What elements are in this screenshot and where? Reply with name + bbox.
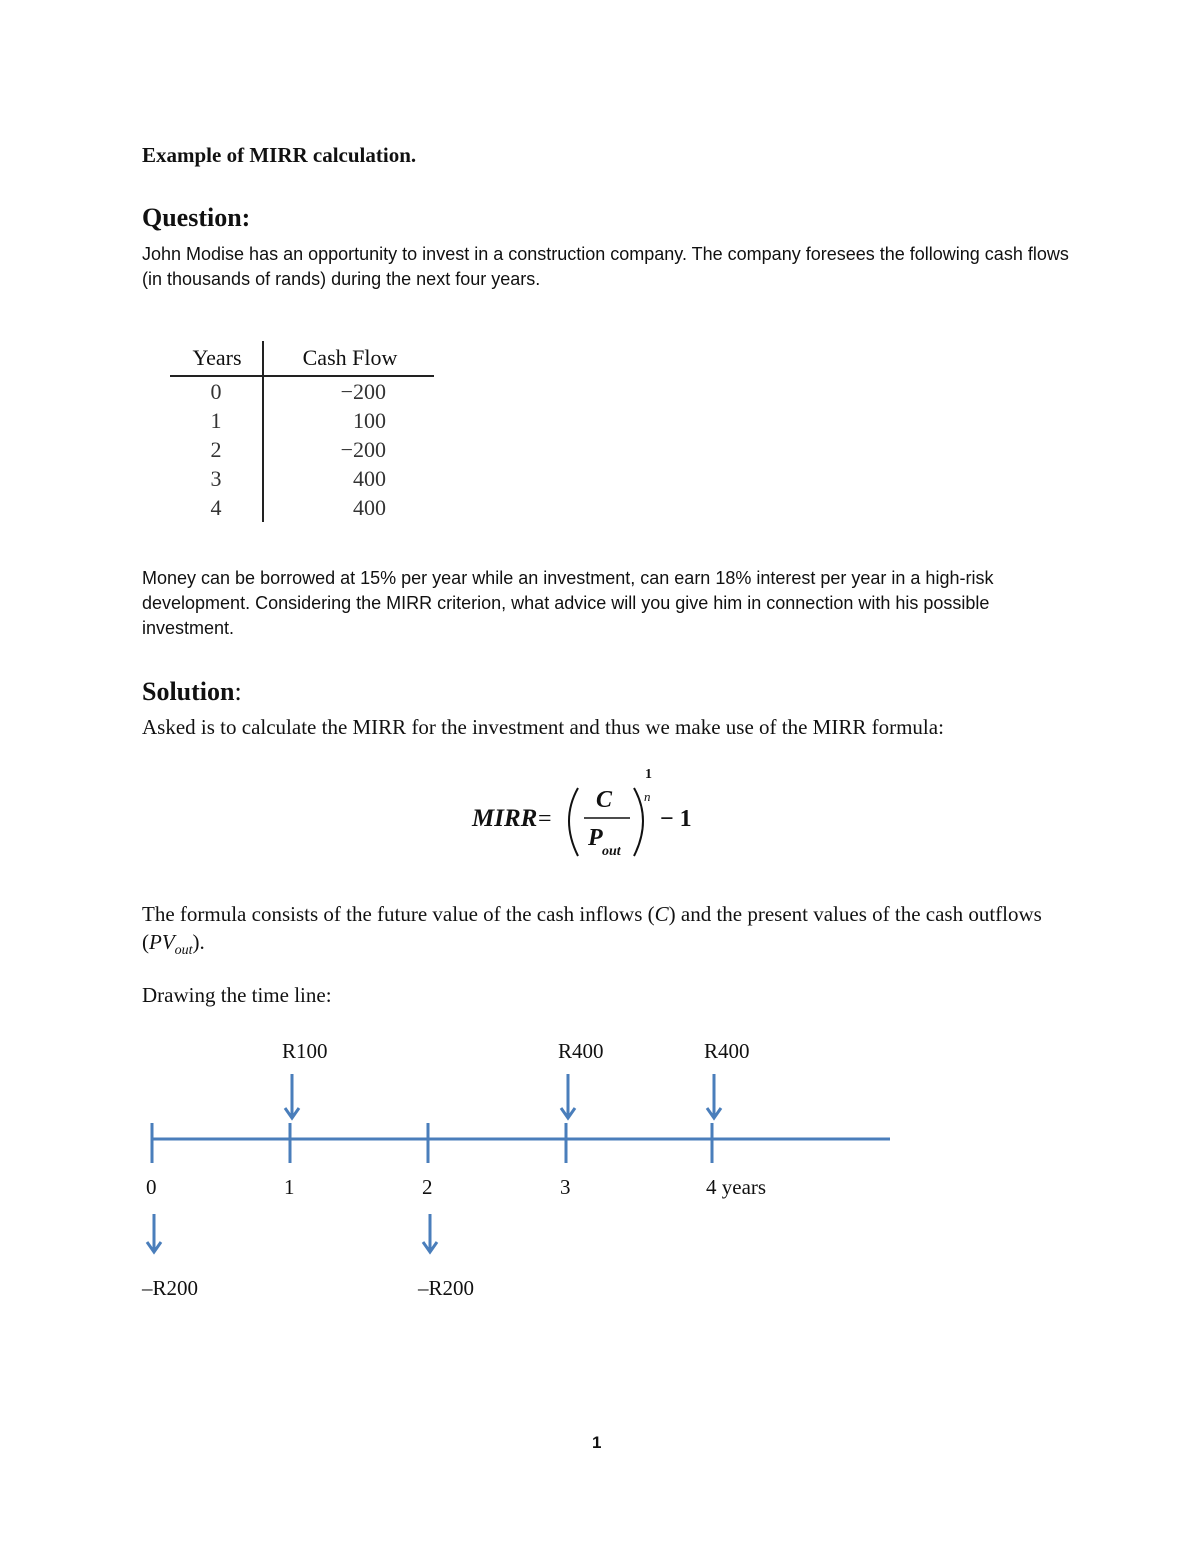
year-cell: 4 <box>170 493 263 522</box>
table-row <box>170 406 434 435</box>
formula-denominator: P <box>588 825 603 851</box>
formula-description-part3: ). <box>192 930 205 954</box>
table-row <box>170 464 434 493</box>
table-row <box>170 376 434 406</box>
mirr-formula <box>460 760 720 870</box>
cash-outflow-label: –R200 <box>418 1276 475 1300</box>
formula-numerator: C <box>596 787 613 813</box>
pv-symbol: PV <box>149 930 175 954</box>
document-title: Example of MIRR calculation. <box>142 143 417 167</box>
cash-flow-timeline <box>130 1030 910 1320</box>
pv-subscript: out <box>174 943 193 959</box>
timeline-tick-label: 2 <box>422 1175 433 1199</box>
question-paragraph: John Modise has an opportunity to invest in a construction company. The company foresees the following cash flows (in thousands of rands) during the next four years. <box>142 244 1069 289</box>
formula-description-part2: ) and the present values of the cash outflows ( <box>142 902 1042 954</box>
year-cell: 0 <box>170 376 263 406</box>
formula-denominator-subscript: out <box>602 844 621 859</box>
formula-equals: = <box>538 806 552 832</box>
cash-flow-cell: 100 <box>353 407 386 433</box>
solution-heading <box>142 677 242 707</box>
year-cell: 1 <box>170 406 263 435</box>
page-number: 1 <box>592 1433 602 1452</box>
table-header-row <box>170 341 434 376</box>
cash-inflow-label: R400 <box>558 1039 604 1063</box>
timeline-tick-label: 4 years <box>706 1175 767 1199</box>
cash-flow-table <box>170 341 434 522</box>
table-row <box>170 435 434 464</box>
timeline-tick-label: 3 <box>560 1175 571 1199</box>
cash-flow-cell: 400 <box>353 465 386 491</box>
solution-heading-text: Solution <box>142 677 235 706</box>
timeline-tick-label: 0 <box>146 1175 157 1199</box>
formula-description-paragraph <box>142 900 1072 965</box>
cash-flow-cell: −200 <box>340 436 386 462</box>
cash-flow-cell: 400 <box>353 494 386 520</box>
formula-exponent-denominator: n <box>644 789 651 804</box>
table-row <box>170 493 434 522</box>
solution-intro-paragraph: Asked is to calculate the MIRR for the investment and thus we make use of the MIRR formula: <box>142 715 944 739</box>
cash-flow-column-header: Cash Flow <box>263 341 434 376</box>
cash-inflow-label: R400 <box>704 1039 750 1063</box>
formula-description-part1: The formula consists of the future value of the cash inflows ( <box>142 902 655 926</box>
cash-inflow-label: R100 <box>282 1039 328 1063</box>
cash-flow-cell: −200 <box>340 378 386 404</box>
formula-lhs: MIRR <box>472 805 538 832</box>
timeline-intro: Drawing the time line: <box>142 983 332 1007</box>
solution-heading-colon: : <box>234 677 242 706</box>
formula-minus-one: − 1 <box>660 806 692 832</box>
year-cell: 3 <box>170 464 263 493</box>
cash-outflow-label: –R200 <box>142 1276 199 1300</box>
formula-exponent-numerator: 1 <box>645 767 652 782</box>
question-heading: Question: <box>142 203 251 232</box>
c-symbol: C <box>654 902 669 926</box>
year-cell: 2 <box>170 435 263 464</box>
interest-rate-paragraph: Money can be borrowed at 15% per year while an investment, can earn 18% interest per year in a high-risk development. Considering the MIRR criterion, what advice will you give him in connection with his possible investment. <box>142 568 994 638</box>
years-column-header: Years <box>170 341 263 376</box>
timeline-tick-label: 1 <box>284 1175 295 1199</box>
